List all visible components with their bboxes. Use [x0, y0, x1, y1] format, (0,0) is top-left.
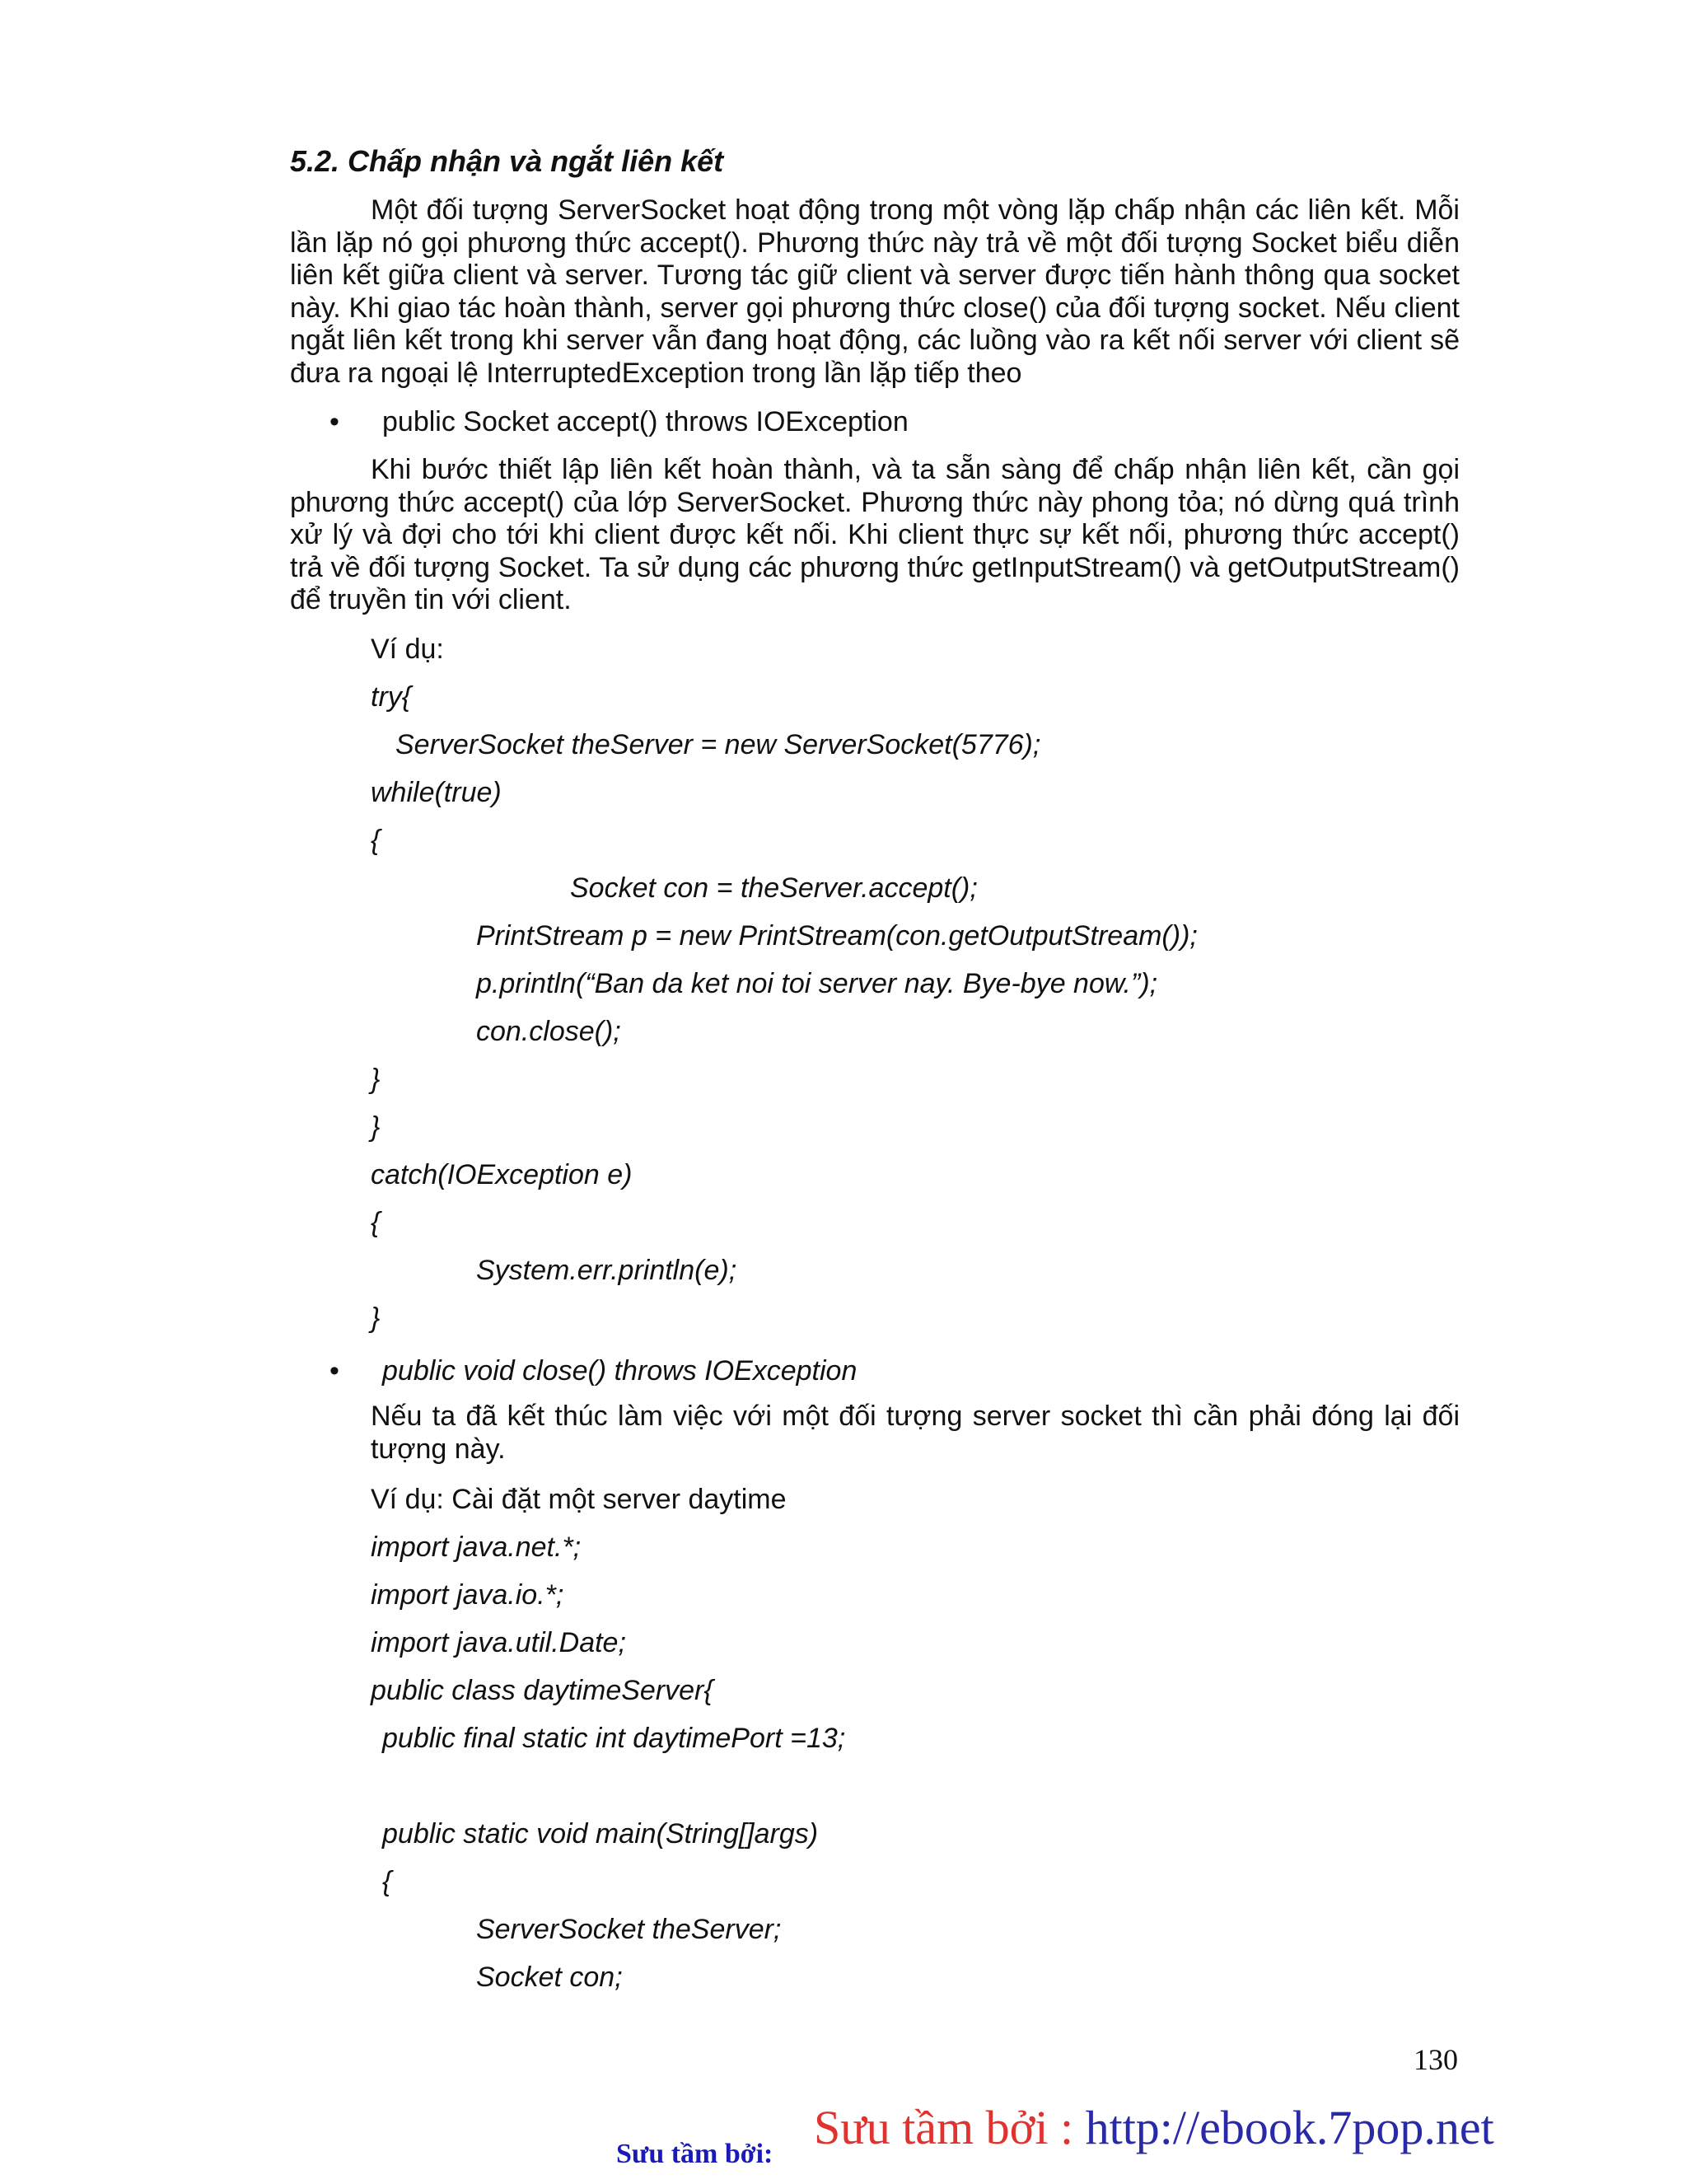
code-line: import java.net.*; — [371, 1532, 582, 1563]
bullet-close-text: public void close() throws IOException — [382, 1355, 858, 1387]
code-line: ServerSocket theServer; — [476, 1914, 782, 1945]
footer-credit: Sưu tầm bởi: — [616, 2139, 773, 2169]
code-line: Socket con = theServer.accept(); — [570, 872, 978, 904]
code-line: { — [371, 825, 381, 856]
paragraph-accept-description: Khi bước thiết lập liên kết hoàn thành, và ta sẵn sàng để chấp nhận liên kết, cần gọi phương thức accept() của lớp ServerSocket. Phương thức này phong tỏa; nó dừng quá trình xử lý và đợi cho tới khi client được kết nối. Khi client thực sự kết nối, phương thức accept() trả về đối tượng Socket. Ta sử dụng các phương thức getInputStream() và getOutputStream() để truyền tin với client. — [290, 454, 1460, 615]
section-heading: 5.2. Chấp nhận và ngắt liên kết — [290, 144, 724, 178]
code-line: PrintStream p = new PrintStream(con.getOutputStream()); — [476, 920, 1198, 952]
code-line: import java.io.*; — [371, 1579, 564, 1611]
watermark-url: http://ebook.7pop.net — [1085, 2101, 1494, 2154]
code-line: public class daytimeServer{ — [371, 1675, 713, 1706]
code-line: { — [371, 1207, 381, 1238]
code-line: System.err.println(e); — [476, 1255, 737, 1286]
code-line: while(true) — [371, 777, 502, 808]
paragraph-close-description: Nếu ta đã kết thúc làm việc với một đối tượng server socket thì cần phải đóng lại đối tượng này. — [371, 1401, 1460, 1465]
code-line: { — [382, 1866, 392, 1897]
code-line: ServerSocket theServer = new ServerSocket(5776); — [395, 729, 1041, 760]
code-line: import java.util.Date; — [371, 1627, 626, 1658]
code-line: public final static int daytimePort =13; — [382, 1723, 846, 1754]
code-line: public static void main(String[]args) — [382, 1818, 819, 1850]
code-line: con.close(); — [476, 1016, 621, 1047]
bullet-icon: • — [329, 1355, 339, 1387]
page-number: 130 — [1414, 2043, 1458, 2076]
code-line: Socket con; — [476, 1962, 623, 1993]
watermark-prefix: Sưu tầm bởi : — [814, 2101, 1086, 2154]
example-label: Ví dụ: — [371, 634, 444, 665]
code-line: try{ — [371, 681, 412, 713]
source-watermark — [814, 2099, 1494, 2157]
bullet-accept-text: public Socket accept() throws IOException — [382, 406, 909, 437]
paragraph-serversocket-loop: Một đối tượng ServerSocket hoạt động trong một vòng lặp chấp nhận các liên kết. Mỗi lần lặp nó gọi phương thức accept(). Phương thức này trả về một đối tượng Socket biểu diễn liên kết giữa client và server. Tương tác giữ client và server được tiến hành thông qua socket này. Khi giao tác hoàn thành, server gọi phương thức close() của đối tượng socket. Nếu client ngắt liên kết trong khi server vẫn đang hoạt động, các luồng vào ra kết nối server với client sẽ đưa ra ngoại lệ InterruptedException trong lần lặp tiếp theo — [290, 194, 1460, 389]
code-line: } — [371, 1111, 381, 1143]
code-line: } — [371, 1302, 381, 1334]
code-line: p.println(“Ban da ket noi toi server nay. Bye-bye now.”); — [476, 968, 1158, 999]
code-line: } — [371, 1064, 381, 1095]
example-label: Ví dụ: Cài đặt một server daytime — [371, 1484, 787, 1515]
bullet-icon: • — [329, 406, 339, 437]
code-line: catch(IOException e) — [371, 1159, 633, 1190]
